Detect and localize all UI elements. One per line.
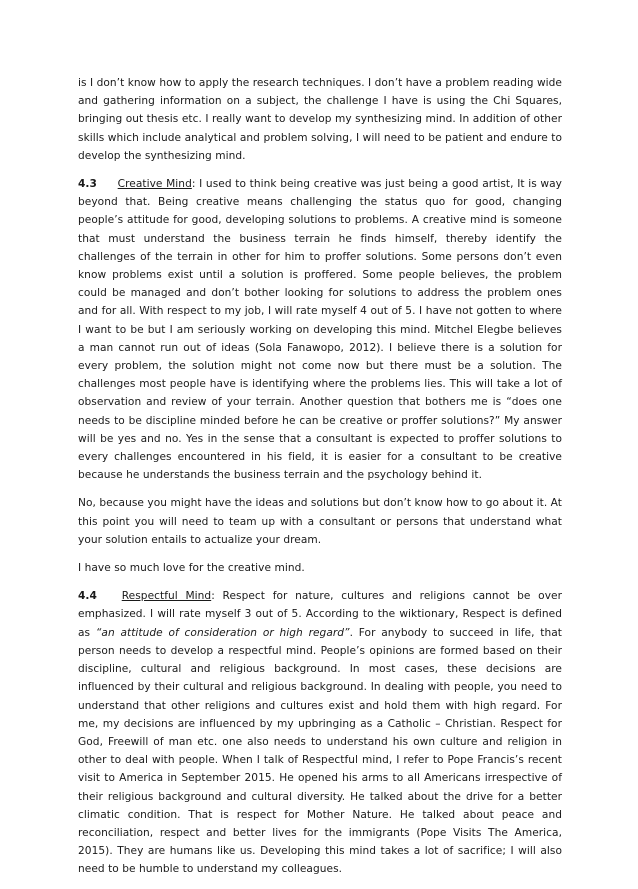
section-body-start: : Respect for nature, cultures and religions cannot be over emphasized. I will rate myself 3 out of 5. According to the wiktionary, Respect is defined as: [78, 590, 563, 639]
respect-definition-quote: “an attitude of consideration or high regard”: [95, 626, 350, 639]
section-respectful-mind: [78, 587, 562, 878]
section-body: : I used to think being creative was just being a good artist, It is way beyond that. Being creative means challenging the status quo for good, changing people’s attitude for good, developing solutions to problems. A creative mind is someone that must understand the business terrain he finds himself, thereby identify the challenges of the terrain in other for him to proffer solutions. Some persons don’t even know problems exist until a solution is proffered. Some people believes, the problem could be managed and don’t bother looking for solutions to address the problem ones and for all. With respect to my job, I will rate myself 4 out of 5. I have not gotten to where I want to be but I am seriously working on developing this mind. Mitchel Elegbe believes a man cannot run out of ideas (Sola Fanawopo, 2012). I believe there is a solution for every problem, the solution might not come now but there must be a solution. The challenges most people have is identifying where the problems lies. This will take a lot of observation and review of your terrain. Another question that bothers me is “does one needs to be discipline minded before he can be creative or proffer solutions?” My answer will be yes and no. Yes in the sense that a consultant is expected to proffer solutions to every challenges encountered in his field, it is easier for a consultant to be creative because he understands the business terrain and the psychology behind it.: [78, 178, 563, 482]
paragraph-creative-no: No, because you might have the ideas and solutions but don’t know how to go about it. At this point you will need to team up with a consultant or persons that understand what your solution entails to actualize your dream.: [78, 497, 562, 546]
paragraph-synthesizing-mind: is I don’t know how to apply the research techniques. I don’t have a problem reading wide and gathering information on a subject, the challenge I have is using the Chi Squares, bringing out thesis etc. I really want to develop my synthesizing mind. In addition of other skills which include analytical and problem solving, I will need to be patient and endure to develop the synthesizing mind.: [78, 77, 562, 162]
paragraph-creative-love: I have so much love for the creative mind.: [78, 562, 305, 575]
section-title: Creative Mind: [117, 178, 192, 191]
section-number: 4.4: [78, 590, 97, 603]
section-body-end: . For anybody to succeed in life, that person needs to develop a respectful mind. People’s opinions are formed based on their discipline, cultural and religious background. In most cases, these decisions are influenced by their cultural and religious background. In dealing with people, you need to understand that other religions and cultures exist and hold them with high regard. For me, my decisions are influenced by my upbringing as a Catholic – Christian. Respect for God, Freewill of man etc. one also needs to understand his own culture and religion in other to deal with people. When I talk of Respectful mind, I refer to Pope Francis’s recent visit to America in September 2015. He opened his arms to all Americans irrespective of their religious background and cultural diversity. He talked about the drive for a better climatic condition. That is respect for Mother Nature. He talked about peace and reconciliation, respect and better lives for the immigrants (Pope Visits The America, 2015). They are humans like us. Developing this mind takes a lot of sacrifice; I will also need to be humble to understand my colleagues.: [78, 626, 562, 876]
section-creative-mind: [78, 175, 562, 484]
document-page: [78, 74, 562, 889]
section-number: 4.3: [78, 178, 97, 191]
section-title: Respectful Mind: [121, 590, 212, 603]
